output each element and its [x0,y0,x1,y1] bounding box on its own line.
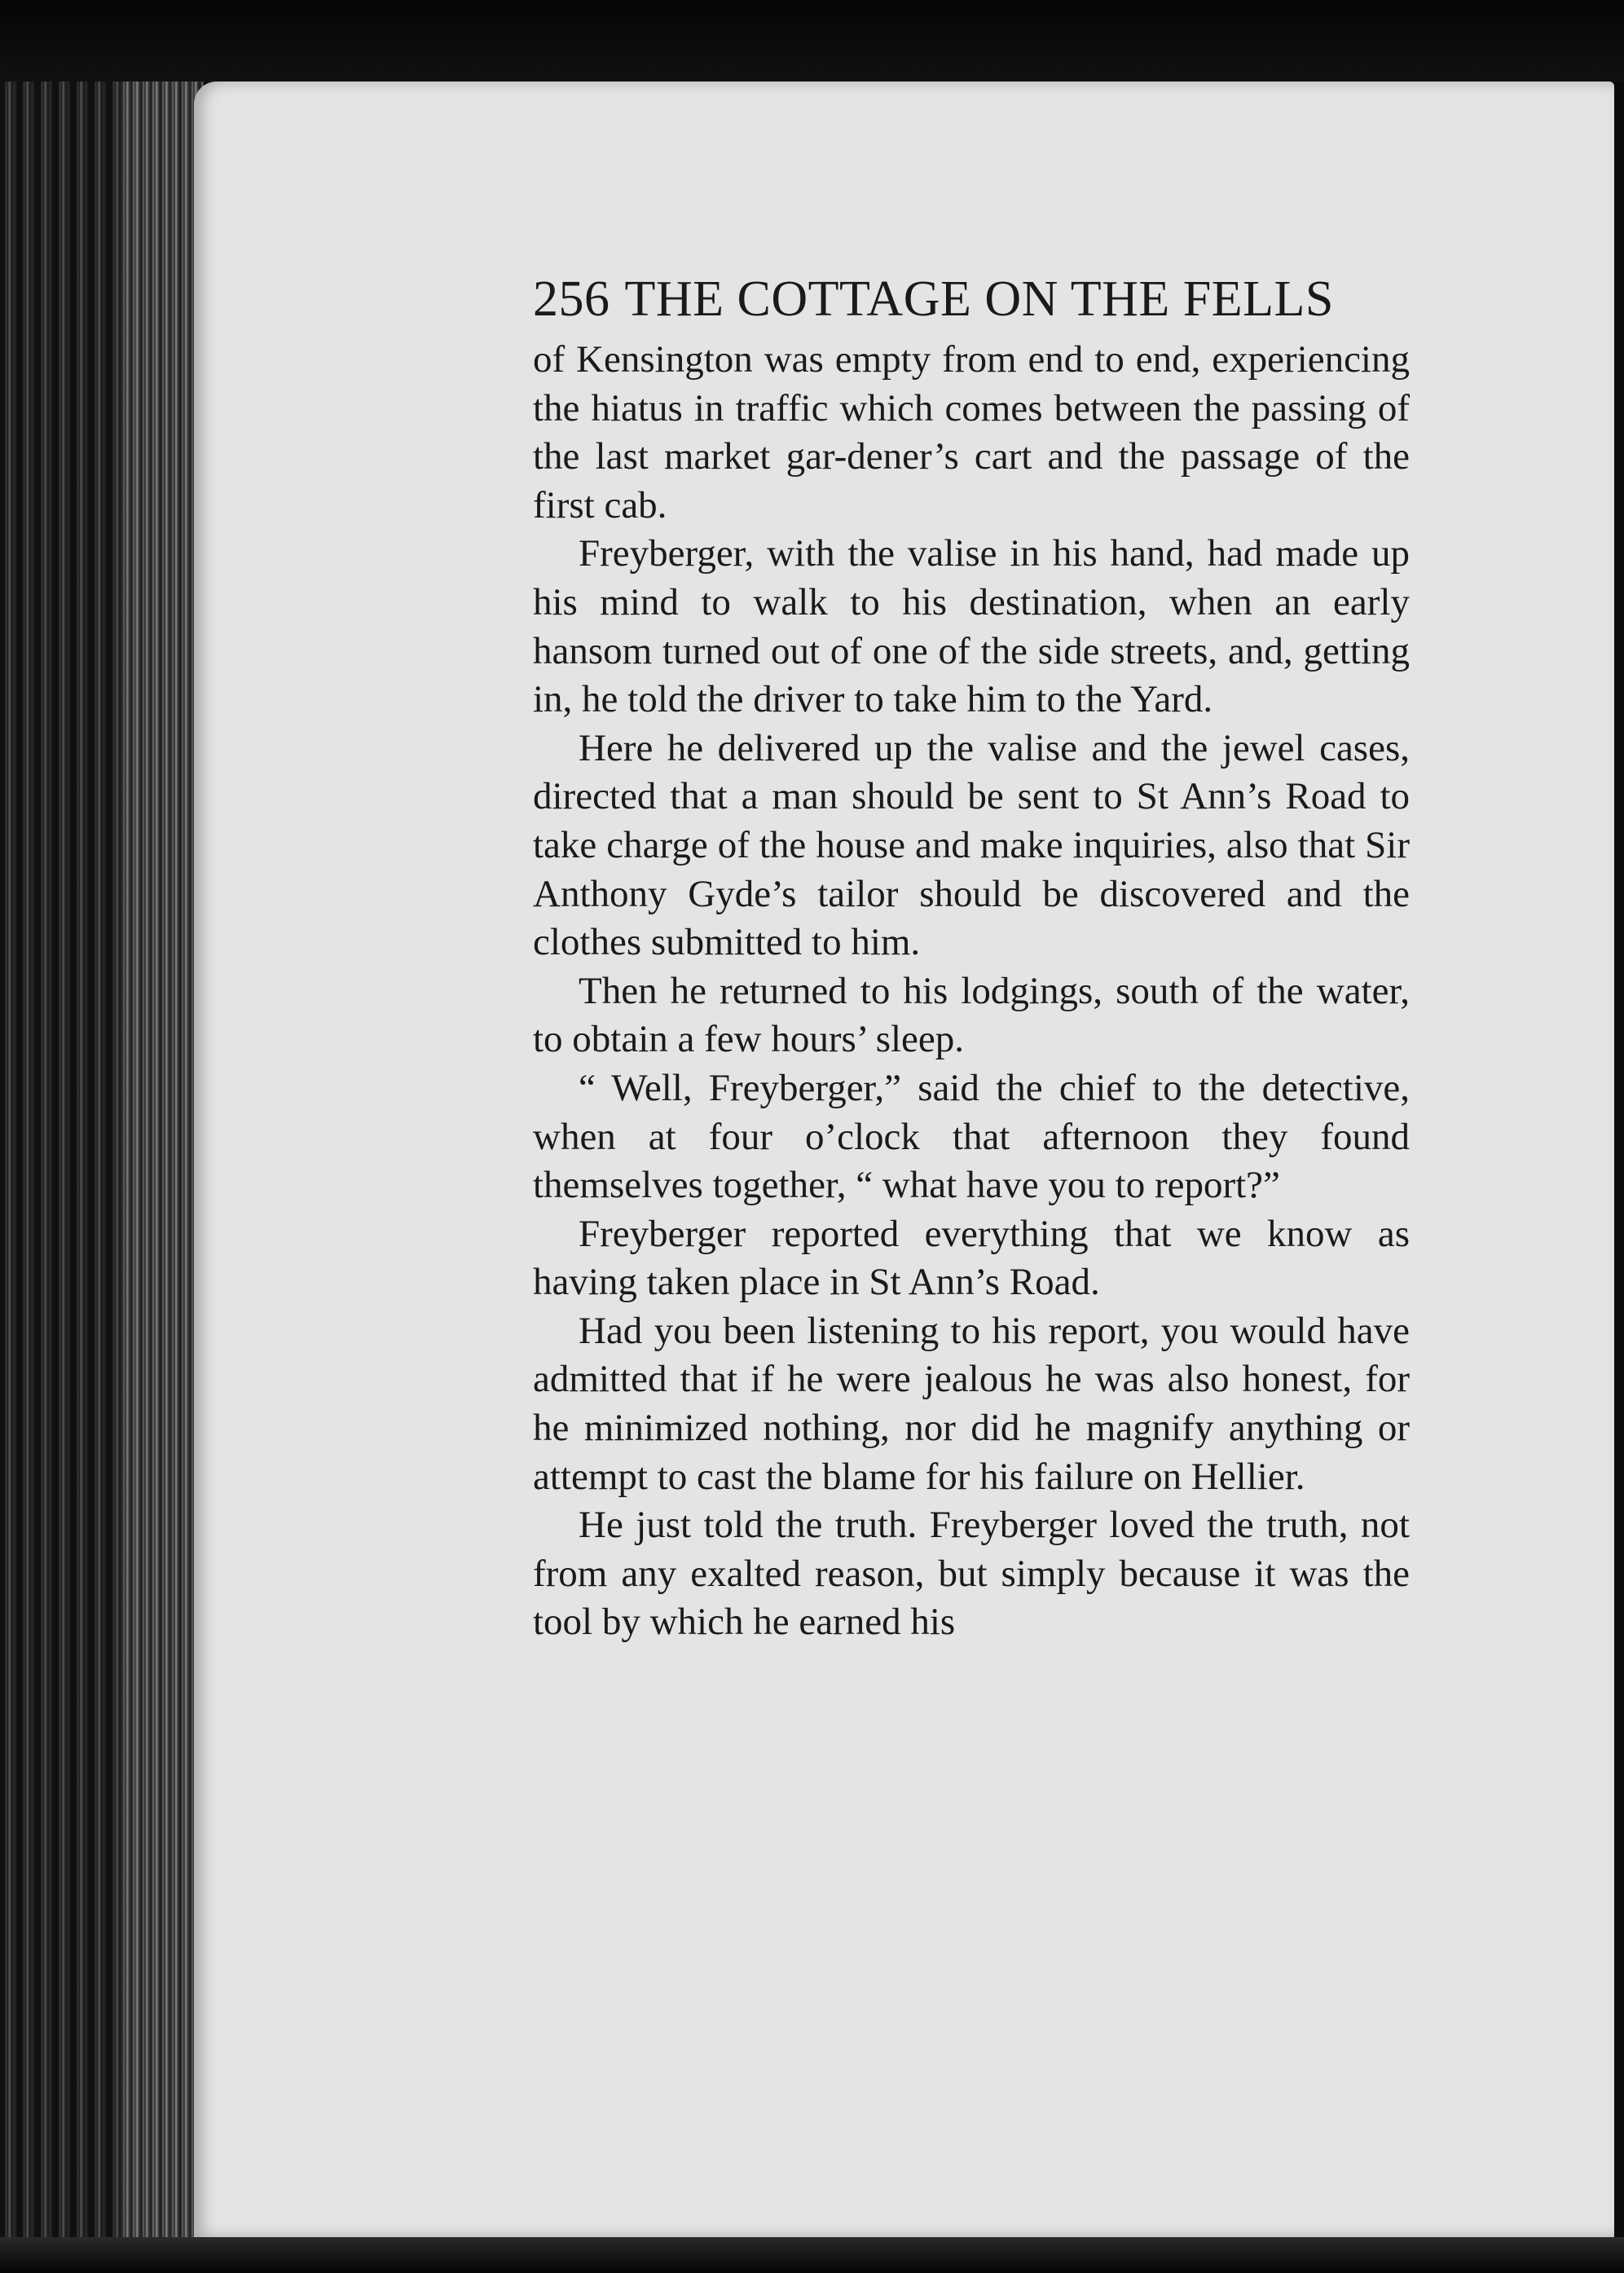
paragraph-1: of Kensington was empty from end to end, experiencing the hiatus in traffic which comes between the passing of the last market gar-dener’s cart and the passage of the first cab. [533,338,1410,526]
paragraph-8: He just told the truth. Freyberger loved the truth, not from any exalted reason, but simply because it was the tool by which he earned his [533,1504,1410,1644]
body-text [533,336,1410,1647]
paragraph-3: Here he delivered up the valise and the jewel cases, directed that a man should be sent to St Ann’s Road to take charge of the house and make inquiries, also that Sir Anthony Gyde’s tailor should be discovered and the clothes submitted to him. [533,726,1410,964]
book-page-edges [0,81,204,2237]
scan-top-border [0,0,1624,81]
paragraph-7: Had you been listening to his report, you would have admitted that if he were jealous he was also honest, for he minimized nothing, nor did he magnify anything or attempt to cast the blame for his failure on Hellier. [533,1309,1410,1498]
text-block [533,262,1410,1647]
scan-bottom-border [0,2237,1624,2273]
paragraph-5: “ Well, Freyberger,” said the chief to the detective, when at four o’clock that afternoon they found themselves together, “ what have you to report?” [533,1066,1410,1207]
running-head [533,262,1410,336]
page-number: 256 [533,271,610,327]
running-title: THE COTTAGE ON THE FELLS [624,271,1334,327]
paragraph-4: Then he returned to his lodgings, south of the water, to obtain a few hours’ sleep. [533,969,1410,1061]
book-page [194,81,1614,2237]
paragraph-2: Freyberger, with the valise in his hand, had made up his mind to walk to his destination, when an early hansom turned out of one of the side streets, and, getting in, he told the driver to take him to the Yard. [533,532,1410,721]
paragraph-6: Freyberger reported everything that we know as having taken place in St Ann’s Road. [533,1212,1410,1304]
